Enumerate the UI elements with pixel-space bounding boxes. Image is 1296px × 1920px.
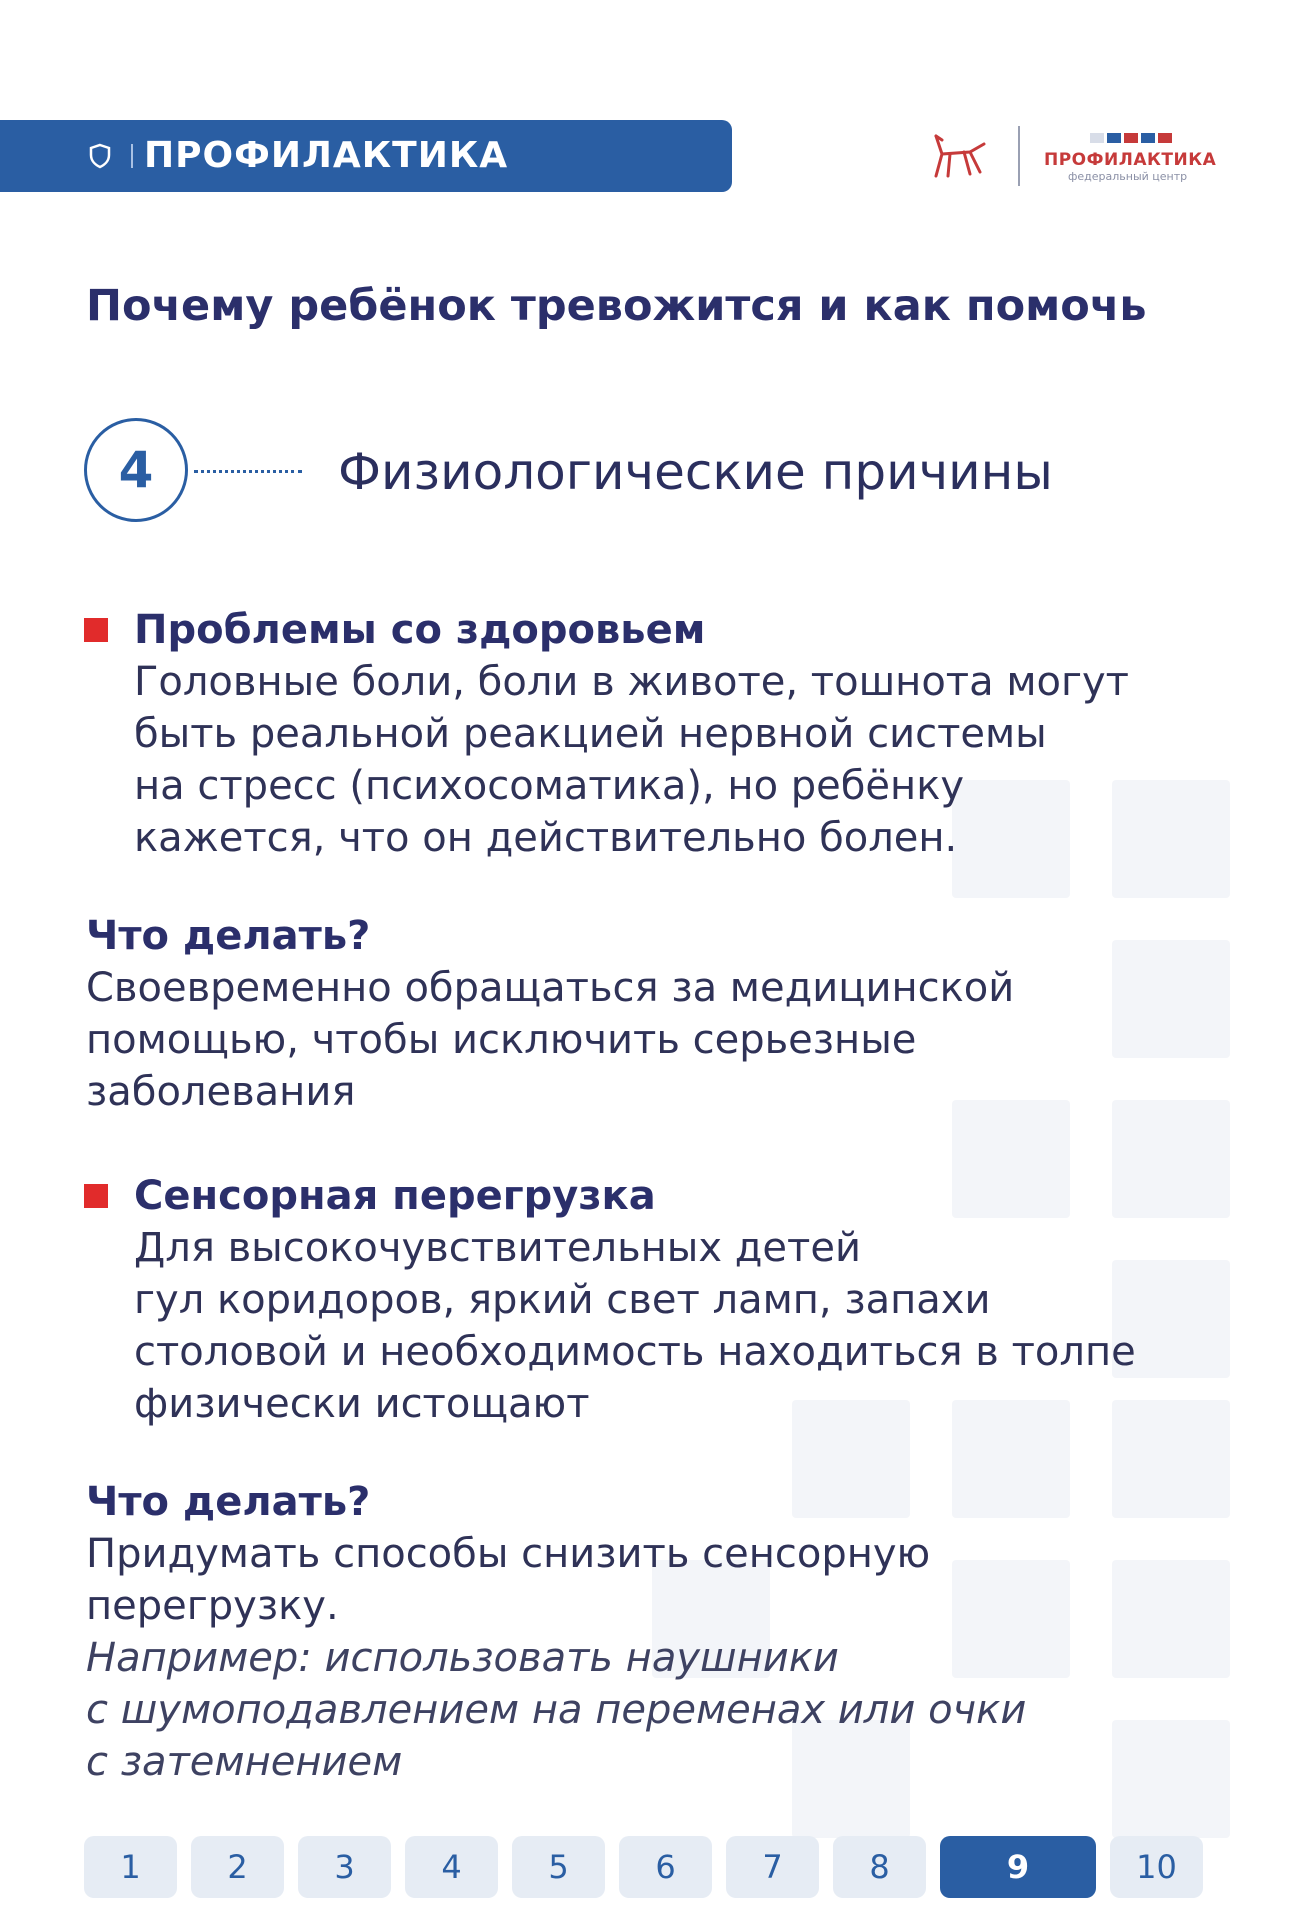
step-number-badge: 4 [84, 418, 188, 522]
advice-line: помощью, чтобы исключить серьезные [86, 1017, 917, 1063]
example-line: с шумоподавлением на переменах или очки [86, 1687, 1027, 1733]
shield-icon [88, 143, 112, 169]
advice-line: перегрузку. [86, 1583, 339, 1629]
header-bar [0, 120, 732, 192]
item-health [134, 604, 1129, 864]
brand-flag-stripe [1090, 133, 1104, 143]
brand-subtitle: федеральный центр [1068, 170, 1188, 183]
brand-divider [1018, 126, 1020, 186]
item-title: Проблемы со здоровьем [134, 607, 706, 653]
page-button-2[interactable]: 2 [191, 1836, 284, 1898]
page-title: Почему ребёнок тревожится и как помочь [86, 281, 1147, 331]
item-line: гул коридоров, яркий свет ламп, запахи [134, 1277, 991, 1323]
page-button-10[interactable]: 10 [1110, 1836, 1203, 1898]
header-divider [131, 144, 133, 168]
bullet-marker [84, 618, 108, 642]
brand-logo-icon [930, 130, 990, 182]
step-dotted-connector [194, 470, 302, 473]
item-line: на стресс (психосоматика), но ребёнку [134, 763, 965, 809]
example-line: с затемнением [86, 1739, 403, 1785]
item-sensory [134, 1170, 1136, 1430]
page-button-7[interactable]: 7 [726, 1836, 819, 1898]
page-button-8[interactable]: 8 [833, 1836, 926, 1898]
item-line: столовой и необходимость находиться в толпе [134, 1329, 1136, 1375]
item-line: быть реальной реакцией нервной системы [134, 711, 1047, 757]
item-title: Сенсорная перегрузка [134, 1173, 656, 1219]
header-title: ПРОФИЛАКТИКА [144, 135, 509, 176]
pagination [84, 1836, 1203, 1898]
advice-line: Своевременно обращаться за медицинской [86, 965, 1015, 1011]
page-button-4[interactable]: 4 [405, 1836, 498, 1898]
item-line: физически истощают [134, 1381, 590, 1427]
advice-line: заболевания [86, 1069, 356, 1115]
advice-title: Что делать? [86, 1479, 371, 1525]
advice-title: Что делать? [86, 913, 371, 959]
page-button-9-current[interactable]: 9 [940, 1836, 1096, 1898]
brand-flag-stripe [1124, 133, 1138, 143]
page-button-6[interactable]: 6 [619, 1836, 712, 1898]
brand-flag-stripe [1107, 133, 1121, 143]
example-line: Например: использовать наушники [86, 1635, 839, 1681]
section-heading: Физиологические причины [338, 443, 1053, 501]
brand-flag [1090, 133, 1174, 143]
advice-sensory [86, 1476, 1026, 1788]
brand-flag-stripe [1141, 133, 1155, 143]
page-button-1[interactable]: 1 [84, 1836, 177, 1898]
item-line: Для высокочувствительных детей [134, 1225, 861, 1271]
page-button-5[interactable]: 5 [512, 1836, 605, 1898]
page-button-3[interactable]: 3 [298, 1836, 391, 1898]
advice-line: Придумать способы снизить сенсорную [86, 1531, 931, 1577]
advice-health [86, 910, 1014, 1118]
item-line: Головные боли, боли в животе, тошнота могут [134, 659, 1129, 705]
item-line: кажется, что он действительно болен. [134, 815, 958, 861]
brand-name: ПРОФИЛАКТИКА [1044, 150, 1217, 170]
brand-flag-stripe [1158, 133, 1172, 143]
bullet-marker [84, 1184, 108, 1208]
